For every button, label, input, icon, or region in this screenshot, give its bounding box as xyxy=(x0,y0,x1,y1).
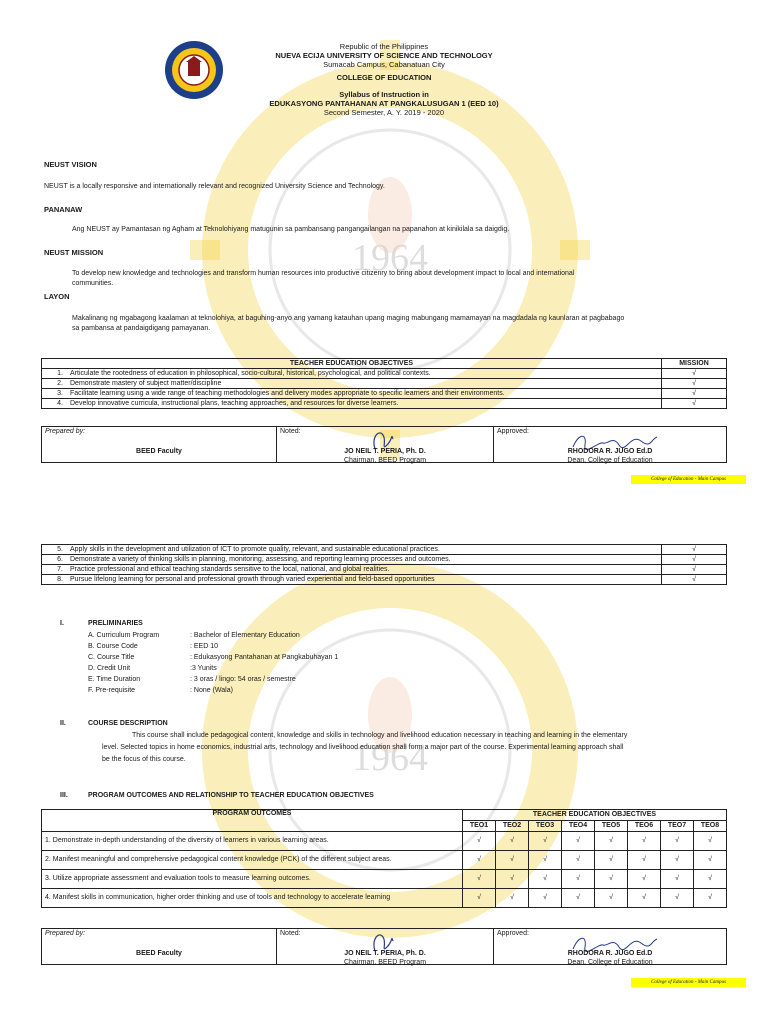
noted-label: Noted: xyxy=(280,428,301,435)
po-num: III. xyxy=(60,792,68,799)
objective-number: 6. xyxy=(42,555,68,565)
teo-check: √ xyxy=(496,870,529,889)
objectives-header: TEACHER EDUCATION OBJECTIVES xyxy=(42,359,662,369)
prelim-value: : None (Wala) xyxy=(190,687,233,694)
objective-number: 8. xyxy=(42,575,68,585)
objective-number: 2. xyxy=(42,379,68,389)
prepared-label: Prepared by: xyxy=(45,428,86,435)
teo-check: √ xyxy=(628,851,661,870)
prelim-value: : EED 10 xyxy=(190,643,219,650)
layon-text-1: Makalinang ng mgabagong kaalaman at teknolohiya, at baguhing-anyo ang yamang katauhan upang maging mabungang mamamayan na magdadala ng kaunlaran at pagbabago xyxy=(72,315,625,322)
semester-line: Second Semester, A. Y. 2019 - 2020 xyxy=(323,108,445,117)
teo-col-label: TEO6 xyxy=(628,821,661,832)
signature-block xyxy=(41,426,727,463)
teacher-objectives-table xyxy=(41,358,727,409)
teo-check: √ xyxy=(628,870,661,889)
approved-role: Dean, College of Education xyxy=(567,457,653,464)
program-outcome-text: 1. Demonstrate in-depth understanding of the diversity of learners in various learning areas. xyxy=(42,832,463,851)
teo-col-label: TEO1 xyxy=(463,821,496,832)
teo-col-label: TEO7 xyxy=(661,821,694,832)
desc-line-2: level. Selected topics in home economics, industrial arts, technology and livelihood education shall form a major part of the course. Experimental learning approach shall xyxy=(102,744,624,751)
prelim-key: C. Course Title xyxy=(88,654,135,661)
teo-check: √ xyxy=(562,832,595,851)
teo-check: √ xyxy=(496,832,529,851)
objective-row xyxy=(42,369,727,379)
prelim-key: B. Course Code xyxy=(88,643,138,650)
noted-name: JO NEIL T. PERIA, Ph. D. xyxy=(344,448,426,455)
program-outcome-text: 3. Utilize appropriate assessment and evaluation tools to measure learning outcomes. xyxy=(42,870,463,889)
noted-name-2: JO NEIL T. PERIA, Ph. D. xyxy=(344,950,426,957)
teo-col-label: TEO8 xyxy=(694,821,727,832)
objective-text: Apply skills in the development and utilization of ICT to promote quality, relevant, and sustainable educational practices. xyxy=(67,545,662,555)
objective-number: 3. xyxy=(42,389,68,399)
teo-check: √ xyxy=(463,851,496,870)
prelim-title: PRELIMINARIES xyxy=(88,620,143,627)
mission-check: √ xyxy=(662,369,727,379)
vision-text: NEUST is a locally responsive and internationally relevant and recognized University Science and Technology. xyxy=(44,183,385,190)
prelim-key: F. Pre-requisite xyxy=(88,687,136,694)
prelim-key: D. Credit Unit xyxy=(88,665,131,672)
layon-title: LAYON xyxy=(44,292,70,301)
teo-check: √ xyxy=(661,889,694,908)
prelim-value: : Edukasyong Pantahanan at Pangkabuhayan 1 xyxy=(190,654,339,661)
noted-role-2: Chairman, BEED Program xyxy=(343,959,427,966)
university-name: NUEVA ECIJA UNIVERSITY OF SCIENCE AND TECHNOLOGY xyxy=(275,51,493,60)
pananaw-text: Ang NEUST ay Pamantasan ng Agham at Teknolohiyang matugunin sa pambansang pangangailangan na papanahon at kinikilala sa daigdig. xyxy=(72,226,510,233)
teo-check: √ xyxy=(562,851,595,870)
teo-check: √ xyxy=(694,832,727,851)
objective-number: 7. xyxy=(42,565,68,575)
mission-header: MISSION xyxy=(662,359,727,369)
program-outcome-text: 2. Manifest meaningful and comprehensive pedagogical content knowledge (PCK) of the different subject areas. xyxy=(42,851,463,870)
objective-number: 1. xyxy=(42,369,68,379)
mission-check: √ xyxy=(662,575,727,585)
teo-check: √ xyxy=(562,870,595,889)
objective-row xyxy=(42,575,727,585)
watermark-year-2: 1964 xyxy=(352,737,428,779)
teo-check: √ xyxy=(694,870,727,889)
teo-check: √ xyxy=(694,889,727,908)
teo-check: √ xyxy=(661,832,694,851)
prepared-name: BEED Faculty xyxy=(136,448,182,455)
college-name: COLLEGE OF EDUCATION xyxy=(336,73,432,82)
teo-check: √ xyxy=(661,851,694,870)
program-outcome-row xyxy=(42,832,727,851)
mission-check: √ xyxy=(662,545,727,555)
teo-check: √ xyxy=(628,832,661,851)
prepared-name-2: BEED Faculty xyxy=(136,950,182,957)
objective-row xyxy=(42,399,727,409)
objective-row xyxy=(42,389,727,399)
approved-role-2: Dean, College of Education xyxy=(567,959,653,966)
desc-line-1: This course shall include pedagogical content, knowledge and skills in technology and livelihood education necessary in teaching and learning in the elementary xyxy=(132,732,628,739)
program-outcome-row xyxy=(42,889,727,908)
program-outcome-row xyxy=(42,851,727,870)
republic-line: Republic of the Philippines xyxy=(339,42,429,51)
objective-text: Pursue lifelong learning for personal and professional growth through varied experiential and field-based opportunities xyxy=(67,575,662,585)
teo-check: √ xyxy=(463,870,496,889)
prelim-key: E. Time Duration xyxy=(88,676,141,683)
teo-check: √ xyxy=(529,851,562,870)
teo-check: √ xyxy=(595,851,628,870)
teo-col-label: TEO4 xyxy=(562,821,595,832)
noted-label-2: Noted: xyxy=(280,930,301,937)
mission-check: √ xyxy=(662,399,727,409)
document-header xyxy=(0,42,768,117)
teo-col-header: TEACHER EDUCATION OBJECTIVES xyxy=(463,810,727,821)
teo-check: √ xyxy=(595,889,628,908)
po-title: PROGRAM OUTCOMES AND RELATIONSHIP TO TEACHER EDUCATION OBJECTIVES xyxy=(88,792,374,799)
objective-number: 4. xyxy=(42,399,68,409)
footer-tag-2: College of Education - Main Campus xyxy=(631,978,746,987)
objective-text: Demonstrate mastery of subject matter/discipline xyxy=(67,379,662,389)
mission-check: √ xyxy=(662,565,727,575)
teo-check: √ xyxy=(529,889,562,908)
objective-text: Facilitate learning using a wide range of teaching methodologies and delivery modes appropriate to specific learners and their environments. xyxy=(67,389,662,399)
teo-check: √ xyxy=(463,889,496,908)
mission-title: NEUST MISSION xyxy=(44,248,104,257)
objective-number: 5. xyxy=(42,545,68,555)
prepared-label-2: Prepared by: xyxy=(45,930,86,937)
program-outcome-text: 4. Manifest skills in communication, higher order thinking and use of tools and technology to accelerate learning xyxy=(42,889,463,908)
program-outcomes-table xyxy=(41,809,727,908)
mission-text-2: communities. xyxy=(72,280,114,287)
objective-row xyxy=(42,379,727,389)
teo-col-label: TEO2 xyxy=(496,821,529,832)
mission-text-1: To develop new knowledge and technologies and transform human resources into productive citizenry to bring about development impact to local and international xyxy=(72,270,575,277)
layon-text-2: sa pambansa at pandaigdigang pamayanan. xyxy=(72,325,211,332)
course-title: EDUKASYONG PANTAHANAN AT PANGKALUSUGAN 1 (EED 10) xyxy=(269,99,499,108)
approved-name: RHODORA R. JUGO Ed.D xyxy=(567,448,653,455)
objective-text: Develop innovative curricula, instructional plans, teaching approaches, and resources for diverse learners. xyxy=(67,399,662,409)
teo-check: √ xyxy=(463,832,496,851)
pananaw-title: PANANAW xyxy=(44,205,83,214)
syllabus-label: Syllabus of Instruction in xyxy=(339,90,429,99)
campus-line: Sumacab Campus, Cabanatuan City xyxy=(323,60,445,69)
desc-title: COURSE DESCRIPTION xyxy=(88,720,168,727)
teo-check: √ xyxy=(529,870,562,889)
approved-label-2: Approved: xyxy=(497,930,529,937)
objective-row xyxy=(42,545,727,555)
watermark-year: 1964 xyxy=(352,237,428,279)
teo-check: √ xyxy=(595,832,628,851)
objective-row xyxy=(42,565,727,575)
signature-block-2 xyxy=(41,928,727,965)
teo-check: √ xyxy=(496,851,529,870)
teo-col-label: TEO5 xyxy=(595,821,628,832)
vision-title: NEUST VISION xyxy=(44,160,97,169)
teo-check: √ xyxy=(595,870,628,889)
program-outcome-row xyxy=(42,870,727,889)
teo-check: √ xyxy=(661,870,694,889)
teo-check: √ xyxy=(529,832,562,851)
prelim-key: A. Curriculum Program xyxy=(88,632,160,639)
teacher-objectives-table-continued xyxy=(41,544,727,585)
prelim-value: : Bachelor of Elementary Education xyxy=(190,632,300,639)
mission-check: √ xyxy=(662,379,727,389)
teo-check: √ xyxy=(562,889,595,908)
teo-col-label: TEO3 xyxy=(529,821,562,832)
approved-name-2: RHODORA R. JUGO Ed.D xyxy=(567,950,653,957)
desc-line-3: be the focus of this course. xyxy=(102,756,186,763)
objective-row xyxy=(42,555,727,565)
po-col-header: PROGRAM OUTCOMES xyxy=(42,810,463,832)
objective-text: Practice professional and ethical teaching standards sensitive to the local, national, and global realities. xyxy=(67,565,662,575)
prelim-value: : 3 oras / lingo: 54 oras / semestre xyxy=(190,676,296,683)
teo-check: √ xyxy=(694,851,727,870)
objective-text: Demonstrate a variety of thinking skills in planning, monitoring, assessing, and reporting learning processes and outcomes. xyxy=(67,555,662,565)
noted-role: Chairman, BEED Program xyxy=(343,457,427,464)
mission-check: √ xyxy=(662,389,727,399)
mission-check: √ xyxy=(662,555,727,565)
desc-num: II. xyxy=(60,720,66,727)
prelim-value: :3 Yunits xyxy=(190,665,217,672)
objective-text: Articulate the rootedness of education in philosophical, socio-cultural, historical, psychological, and political contexts. xyxy=(67,369,662,379)
teo-check: √ xyxy=(496,889,529,908)
prelim-num: I. xyxy=(60,620,64,627)
footer-tag: College of Education - Main Campus xyxy=(631,475,746,484)
teo-check: √ xyxy=(628,889,661,908)
approved-label: Approved: xyxy=(497,428,529,435)
